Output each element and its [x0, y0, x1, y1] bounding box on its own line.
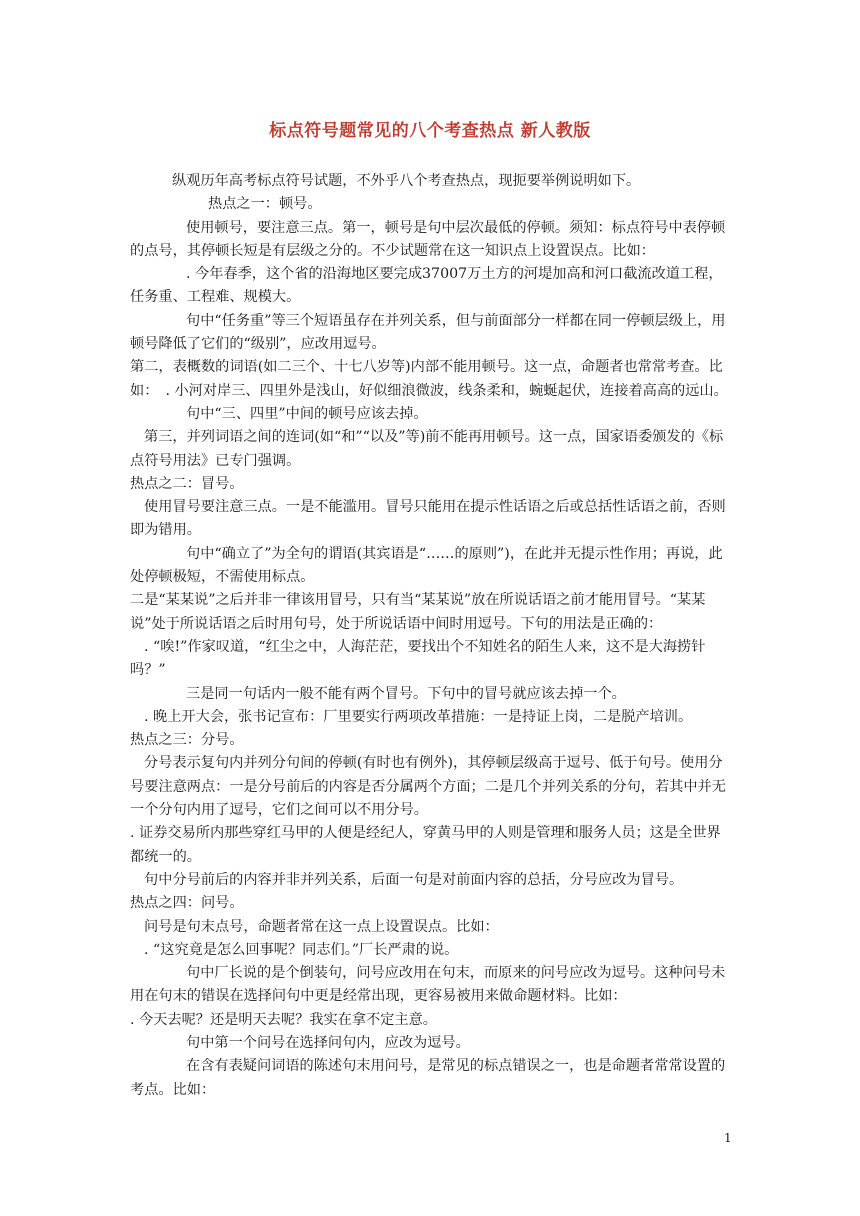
paragraph: 分号表示复句内并列分句间的停顿(有时也有例外)，其停顿层级高于逗号、低于句号。使用分号要注意两点：一是分号前后的内容是否分属两个方面；二是几个并列关系的分句，若其中并无一个分句内用了逗号，它们之间可以不用分号。: [130, 755, 726, 819]
document-body: [130, 170, 730, 1102]
section-heading: 热点之一：顿号。: [208, 196, 322, 213]
example-sentence: . “唉!”作家叹道，“红尘之中，人海茫茫，要找出个不知姓名的陌生人来，这不是大海捞针吗？”: [130, 638, 706, 679]
paragraph: 句中第一个问号在选择问句内，应改为逗号。: [186, 1034, 470, 1051]
paragraph: 句中分号前后的内容并非并列关系，后面一句是对前面内容的总括，分号应改为冒号。: [144, 871, 684, 888]
paragraph: 第二，表概数的词语(如二三个、十七八岁等)内部不能用顿号。这一点，命题者也常常考查。比如： . 小河对岸三、四里外是浅山，好似细浪微波，线条柔和，蜿蜒起伏，连接着高高的远山。: [130, 359, 728, 399]
example-sentence: . 今年春季，这个省的沿海地区要完成37007万土方的河堤加高和河口截流改道工程，任务重、工程难、规模大。: [130, 266, 723, 306]
document-title: 标点符号题常见的八个考查热点 新人教版: [269, 121, 591, 141]
example-sentence: . 晚上开大会，张书记宣布：厂里要实行两项改革措施：一是持证上岗，二是脱产培训。: [144, 708, 693, 725]
paragraph: 句中“确立了”为全句的谓语(其宾语是“……的原则”)，在此并无提示性作用；再说，此处停顿极短，不需使用标点。: [130, 545, 723, 586]
paragraph: 句中“任务重”等三个短语虽存在并列关系，但与前面部分一样都在同一停顿层级上，用顿号降低了它们的“级别”，应改用逗号。: [130, 312, 726, 353]
paragraph: 使用冒号要注意三点。一是不能滥用。冒号只能用在提示性话语之后或总括性话语之前，否则即为错用。: [130, 499, 726, 539]
example-sentence: . “这究竟是怎么回事呢？同志们。”厂长严肃的说。: [144, 941, 459, 958]
section-heading: 热点之二：冒号。: [130, 475, 244, 492]
page-number: 1: [724, 1131, 732, 1145]
paragraph: 三是同一句话内一般不能有两个冒号。下句中的冒号就应该去掉一个。: [186, 685, 626, 702]
paragraph: 在含有表疑问词语的陈述句末用问号，是常见的标点错误之一，也是命题者常常设置的考点。比如：: [130, 1058, 726, 1098]
paragraph: 句中厂长说的是个倒装句，问号应改用在句末，而原来的问号应改为逗号。这种问号未用在句末的错误在选择问句中更是经常出现，更容易被用来做命题材料。比如：: [130, 965, 726, 1005]
section-heading: 热点之四：问号。: [130, 895, 244, 912]
paragraph: 使用顿号，要注意三点。第一，顿号是句中层次最低的停顿。须知：标点符号中表停顿的点号，其停顿长短是有层级之分的。不少试题常在这一知识点上设置误点。比如：: [130, 219, 726, 259]
paragraph: 问号是句末点号，命题者常在这一点上设置误点。比如：: [144, 918, 499, 935]
paragraph: 第三，并列词语之间的连词(如“和”“以及”等)前不能再用顿号。这一点，国家语委颁发的《标点符号用法》已专门强调。: [130, 429, 724, 469]
example-sentence: . 证券交易所内那些穿红马甲的人便是经纪人，穿黄马甲的人则是管理和服务人员；这是全世界都统一的。: [130, 825, 721, 865]
example-sentence: . 今天去呢？还是明天去呢？我实在拿不定主意。: [130, 1011, 437, 1028]
section-heading: 热点之三：分号。: [130, 732, 244, 749]
paragraph: 二是“某某说”之后并非一律该用冒号，只有当“某某说”放在所说话语之前才能用冒号。“某某说”处于所说话语之后时用句号，处于所说话语中间时用逗号。下句的用法是正确的：: [130, 592, 706, 632]
intro-paragraph: 纵观历年高考标点符号试题，不外乎八个考查热点，现扼要举例说明如下。: [172, 173, 641, 189]
paragraph: 句中“三、四里”中间的顿号应该去掉。: [186, 405, 428, 422]
